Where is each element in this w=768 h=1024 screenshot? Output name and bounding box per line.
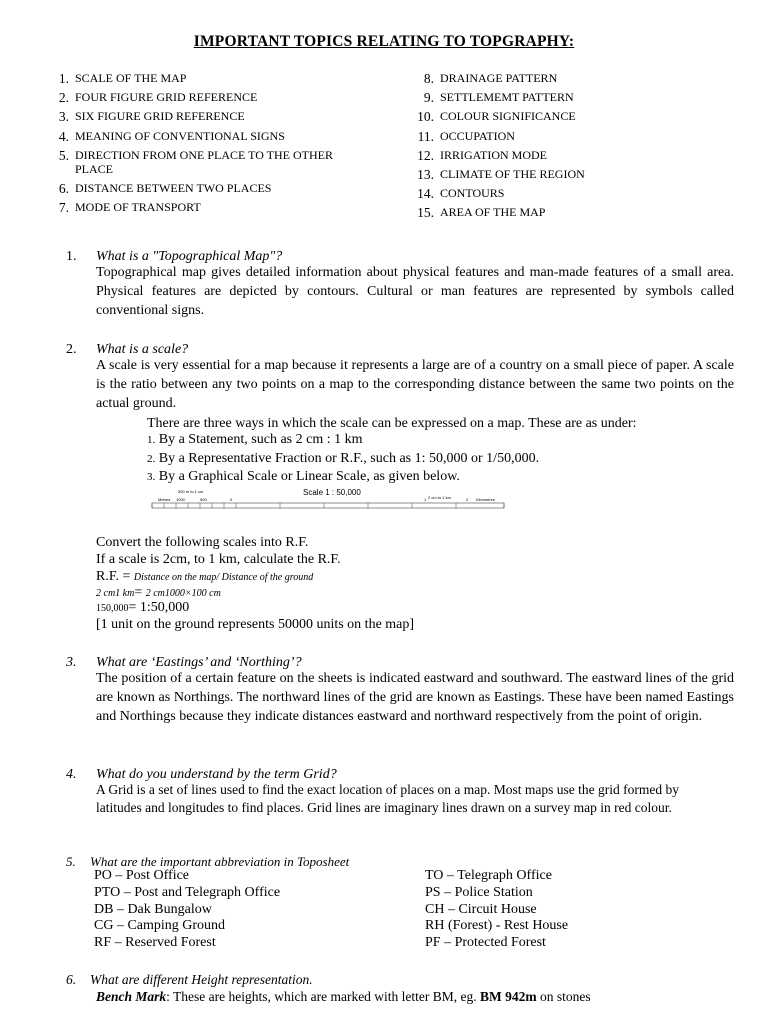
- topic-label: AREA OF THE MAP: [440, 205, 546, 220]
- topic-item: [47, 129, 387, 148]
- topic-number: 2.: [58, 90, 69, 106]
- answer-4: A Grid is a set of lines used to find the exact location of places on a map. Most maps use the grid formed by latitudes and longitudes to find places. Grid lines are imaginary lines drawn on a survey map in red colour.: [96, 782, 679, 815]
- abbreviation-item: CG – Camping Ground: [94, 918, 226, 934]
- scale-left-caption: 500 m to 1 cm: [178, 489, 204, 494]
- topic-item: [47, 181, 387, 200]
- scale-bar-segments: [152, 503, 504, 508]
- rf-step-1-lhs: 2 cm1 km: [96, 588, 135, 599]
- abbreviation-item: PTO – Post and Telegraph Office: [94, 884, 281, 900]
- scale-way-text: By a Representative Fraction or R.F., such as 1: 50,000 or 1/50,000.: [158, 450, 540, 466]
- topic-number: 12.: [417, 147, 434, 163]
- question-number: 3.: [66, 655, 77, 670]
- topic-number: 14.: [417, 186, 434, 202]
- abbreviation-item: PF – Protected Forest: [425, 935, 546, 951]
- topic-item: [47, 90, 387, 109]
- topic-label: CONTOURS: [440, 186, 505, 201]
- abbreviation-item: PS – Police Station: [425, 884, 533, 900]
- topic-label: DRAINAGE PATTERN: [440, 71, 558, 85]
- topic-item: [47, 200, 387, 219]
- topic-number: 13.: [417, 166, 434, 182]
- question-2: [66, 340, 189, 359]
- topics-list-right: [412, 71, 732, 225]
- abbreviations-right: [425, 868, 745, 952]
- topic-number: 4.: [58, 128, 69, 144]
- scale-tick-label: 1000: [176, 497, 185, 502]
- topic-item: [412, 205, 732, 224]
- question-number: 5.: [66, 854, 76, 869]
- scale-way-item: [147, 468, 539, 487]
- convert-heading: Convert the following scales into R.F.: [96, 535, 309, 550]
- scale-way-item: [147, 431, 539, 450]
- topic-item: [412, 148, 732, 167]
- scale-way-number: 2.: [147, 452, 156, 465]
- scale-ways-list: [147, 431, 539, 487]
- topic-item: [412, 109, 732, 128]
- topic-number: 7.: [58, 199, 69, 215]
- abbreviation-item: DB – Dak Bungalow: [94, 901, 212, 917]
- topic-number: 6.: [58, 180, 69, 196]
- topic-label: COLOUR SIGNIFICANCE: [440, 109, 576, 124]
- question-number: 4.: [66, 767, 77, 782]
- topic-item: [412, 186, 732, 205]
- topic-label: MEANING OF CONVENTIONAL SIGNS: [75, 128, 285, 143]
- topic-number: 8.: [423, 71, 434, 86]
- scale-way-text: By a Graphical Scale or Linear Scale, as given below.: [158, 469, 460, 484]
- abbreviation-item: TO – Telegraph Office: [425, 868, 552, 883]
- rf-formula: Distance on the map/ Distance of the ground: [133, 572, 314, 583]
- scale-tick-label: 500: [200, 497, 207, 502]
- question-number: 2.: [66, 342, 77, 357]
- scale-way-item: [147, 450, 539, 469]
- question-number: 6.: [66, 972, 77, 987]
- scale-way-number: 3.: [147, 471, 156, 483]
- scale-title: Scale 1 : 50,000: [303, 488, 361, 497]
- topic-number: 5.: [58, 147, 69, 163]
- rf-step-2-lhs: 150,000: [96, 603, 129, 614]
- topic-number: 10.: [417, 109, 434, 125]
- question-6: [66, 970, 313, 989]
- topic-label: CLIMATE OF THE REGION: [440, 166, 585, 181]
- question-title: What are ‘Eastings’ and ‘Northing’?: [96, 655, 302, 670]
- scale-way-text: By a Statement, such as 2 cm : 1 km: [158, 432, 363, 447]
- topic-number: 3.: [58, 109, 69, 125]
- topic-label: SETTLEMEMT PATTERN: [440, 90, 574, 105]
- question-5: [66, 852, 350, 871]
- scale-left-unit: Metres: [158, 497, 171, 502]
- bench-mark-tail: on stones: [536, 989, 591, 1004]
- topics-list-left: [47, 71, 387, 219]
- question-title: What is a "Topographical Map"?: [96, 249, 283, 264]
- topic-number: 9.: [423, 90, 434, 106]
- topic-label: FOUR FIGURE GRID REFERENCE: [75, 90, 258, 105]
- linear-scale-graphic: [148, 487, 508, 513]
- topic-item: [412, 90, 732, 109]
- rf-step-1-rhs: 2 cm1000×100 cm: [145, 588, 221, 599]
- topic-number: 1.: [58, 71, 69, 86]
- topic-label: SCALE OF THE MAP: [75, 71, 187, 85]
- answer-3: The position of a certain feature on the sheets is indicated eastward and southward. The eastward lines of the grid are known as Northings. The northward lines of the grid are known as Eastings. These have been named Eastings and Northings because they indicate distances eastward and northward respectively from the point of origin.: [96, 671, 734, 724]
- abbreviation-item: CH – Circuit House: [425, 901, 537, 917]
- answer-2: A scale is very essential for a map because it represents a large are of a country on a small piece of paper. A scale is the ratio between any two points on a map to the corresponding distance between the same two points on the actual ground.: [96, 358, 734, 411]
- question-1: [66, 247, 283, 266]
- topic-number: 11.: [417, 128, 434, 144]
- abbreviation-item: RH (Forest) - Rest House: [425, 918, 569, 934]
- abbreviations-left: [94, 868, 414, 952]
- question-title: What are different Height representation.: [90, 972, 313, 987]
- question-title: What is a scale?: [96, 342, 189, 357]
- scale-right-unit: Kilometres: [476, 497, 495, 502]
- topic-item: [47, 109, 387, 128]
- convert-question: If a scale is 2cm, to 1 km, calculate the R.F.: [96, 552, 341, 567]
- question-number: 1.: [66, 249, 77, 264]
- scale-right-caption: 2 cm to 1 km: [428, 495, 451, 500]
- question-3: [66, 653, 302, 672]
- topic-label: OCCUPATION: [440, 128, 515, 143]
- abbreviation-item: RF – Reserved Forest: [94, 935, 216, 951]
- topic-number: 15.: [417, 205, 434, 221]
- topic-label: IRRIGATION MODE: [440, 147, 547, 162]
- question-title: What are the important abbreviation in Toposheet: [90, 854, 350, 869]
- bench-mark-example: BM 942m: [480, 989, 537, 1004]
- topic-item: [412, 129, 732, 148]
- topic-label: SIX FIGURE GRID REFERENCE: [75, 109, 245, 124]
- topic-label: MODE OF TRANSPORT: [75, 199, 201, 214]
- bench-mark-label: Bench Mark: [96, 989, 167, 1004]
- answer-1: Topographical map gives detailed information about physical features and man-made features of a small area. Physical features are depicted by contours. Cultural or man features are represented by symbols called conventional signs.: [96, 265, 734, 318]
- rf-step-2-rhs: = 1:50,000: [128, 600, 190, 615]
- topic-item: [47, 148, 387, 181]
- scale-tick-label: 0: [230, 497, 233, 502]
- page-title: IMPORTANT TOPICS RELATING TO TOPGRAPHY:: [193, 33, 575, 50]
- rf-label: R.F. =: [96, 569, 134, 584]
- abbreviation-item: PO – Post Office: [94, 868, 190, 883]
- scale-ways-intro: There are three ways in which the scale can be expressed on a map. These are as under:: [147, 416, 637, 431]
- rf-note: [1 unit on the ground represents 50000 units on the map]: [96, 617, 415, 632]
- topic-item: [412, 167, 732, 186]
- rf-step-1-eq: =: [134, 585, 146, 600]
- scale-tick-label: 2: [466, 497, 469, 502]
- topic-label: DIRECTION FROM ONE PLACE TO THE OTHER PLACE: [75, 147, 334, 177]
- question-title: What do you understand by the term Grid?: [96, 767, 337, 782]
- topic-label: DISTANCE BETWEEN TWO PLACES: [75, 180, 272, 195]
- topic-item: [47, 71, 387, 90]
- scale-bar-outline: [152, 503, 504, 508]
- question-4: [66, 765, 337, 784]
- bench-mark-text: : These are heights, which are marked with letter BM, eg.: [166, 989, 481, 1004]
- scale-tick-label: 1: [424, 497, 427, 502]
- bench-mark-definition: [96, 987, 736, 1006]
- topic-item: [412, 71, 732, 90]
- scale-way-number: 1.: [147, 434, 156, 446]
